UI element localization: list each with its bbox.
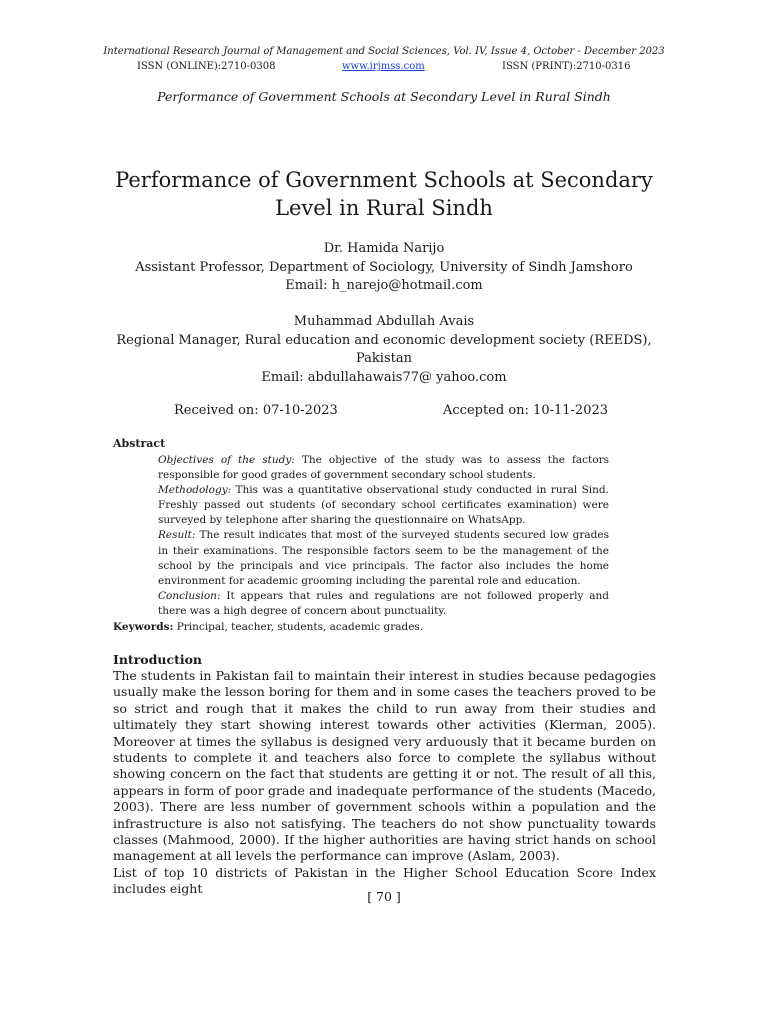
objectives-label: Objectives of the study: — [158, 454, 295, 466]
author-block-1 — [90, 240, 678, 296]
introduction-paragraph-1: The students in Pakistan fail to maintain their interest in studies because pedagogies usually make the lesson boring for them and in some cases the teachers proved to be so strict and rough that it makes the child to run away from their studies and ultimately they start showing interest towards other activities (Klerman, 2005). Moreover at times the syllabus is designed very arduously that it became burden on students to complete it and teachers also force to complete the syllabus without showing concern on the fact that students are getting it or not. The result of all this, appears in form of poor grade and inadequate performance of the students (Macedo, 2003). There are less number of government schools within a population and the infrastructure is also not satisfying. The teachers do not show punctuality towards classes (Mahmood, 2000). If the higher authorities are having strict hands on school management at all levels the performance can improve (Aslam, 2003). — [113, 668, 656, 864]
author-affiliation: Regional Manager, Rural education and economic development society (REEDS), — [116, 332, 652, 348]
page-number: [ 70 ] — [367, 889, 401, 904]
methodology-text: This was a quantitative observational study conducted in rural Sind. Freshly passed out students (of secondary school certificates examination) were surveyed by telephone after sharing the questionnaire on WhatsApp. — [158, 484, 609, 527]
conclusion-text: It appears that rules and regulations are not followed properly and there was a high degree of concern about punctuality. — [158, 589, 609, 617]
issn-online: ISSN (ONLINE):2710-0308 — [137, 61, 276, 72]
issn-print: ISSN (PRINT):2710-0316 — [502, 61, 631, 72]
objectives-text: The objective of the study was to assess the factors responsible for good grades of government secondary school students. — [158, 454, 609, 482]
keywords-text: Principal, teacher, students, academic grades. — [173, 621, 424, 633]
result-label: Result: — [158, 529, 196, 542]
author-name: Dr. Hamida Narijo — [323, 241, 445, 256]
abstract-conclusion — [158, 589, 609, 619]
conclusion-label: Conclusion: — [158, 589, 221, 602]
paper-title: Performance of Government Schools at Secondary Level in Rural Sindh — [115, 168, 653, 220]
received-date: Received on: 07-10-2023 — [174, 403, 338, 418]
abstract-body — [158, 453, 609, 619]
abstract-result — [158, 528, 609, 588]
keywords-label: Keywords: — [113, 621, 174, 633]
journal-citation: International Research Journal of Management and Social Sciences, Vol. IV, Issue 4, October - December 2023 — [103, 46, 665, 57]
abstract-methodology — [158, 483, 609, 528]
abstract-heading: Abstract — [113, 437, 166, 450]
keywords — [113, 621, 423, 633]
methodology-label: Methodology: — [158, 484, 232, 497]
journal-website-link[interactable]: www.irjmss.com — [342, 61, 425, 72]
result-text: The result indicates that most of the surveyed students secured low grades in their examinations. The responsible factors seem to be the management of the school by the principals and vice principals. The factor also includes the home environment for academic grooming including the parental role and education. — [158, 529, 609, 587]
author-affiliation-country: Pakistan — [356, 351, 412, 366]
introduction-paragraph-2: List of top 10 districts of Pakistan in the Higher School Education Score Index includes eight — [113, 864, 656, 897]
abstract-objectives — [158, 453, 609, 483]
author-name: Muhammad Abdullah Avais — [293, 314, 475, 329]
accepted-date: Accepted on: 10-11-2023 — [443, 403, 609, 418]
introduction-body — [113, 668, 656, 898]
author-affiliation: Assistant Professor, Department of Sociology, University of Sindh Jamshoro — [135, 259, 633, 275]
author-block-2 — [90, 313, 678, 387]
author-email: Email: h_narejo@hotmail.com — [285, 278, 483, 293]
author-email: Email: abdullahawais77@ yahoo.com — [261, 369, 507, 385]
running-title: Performance of Government Schools at Secondary Level in Rural Sindh — [157, 89, 611, 104]
introduction-heading: Introduction — [113, 652, 203, 667]
